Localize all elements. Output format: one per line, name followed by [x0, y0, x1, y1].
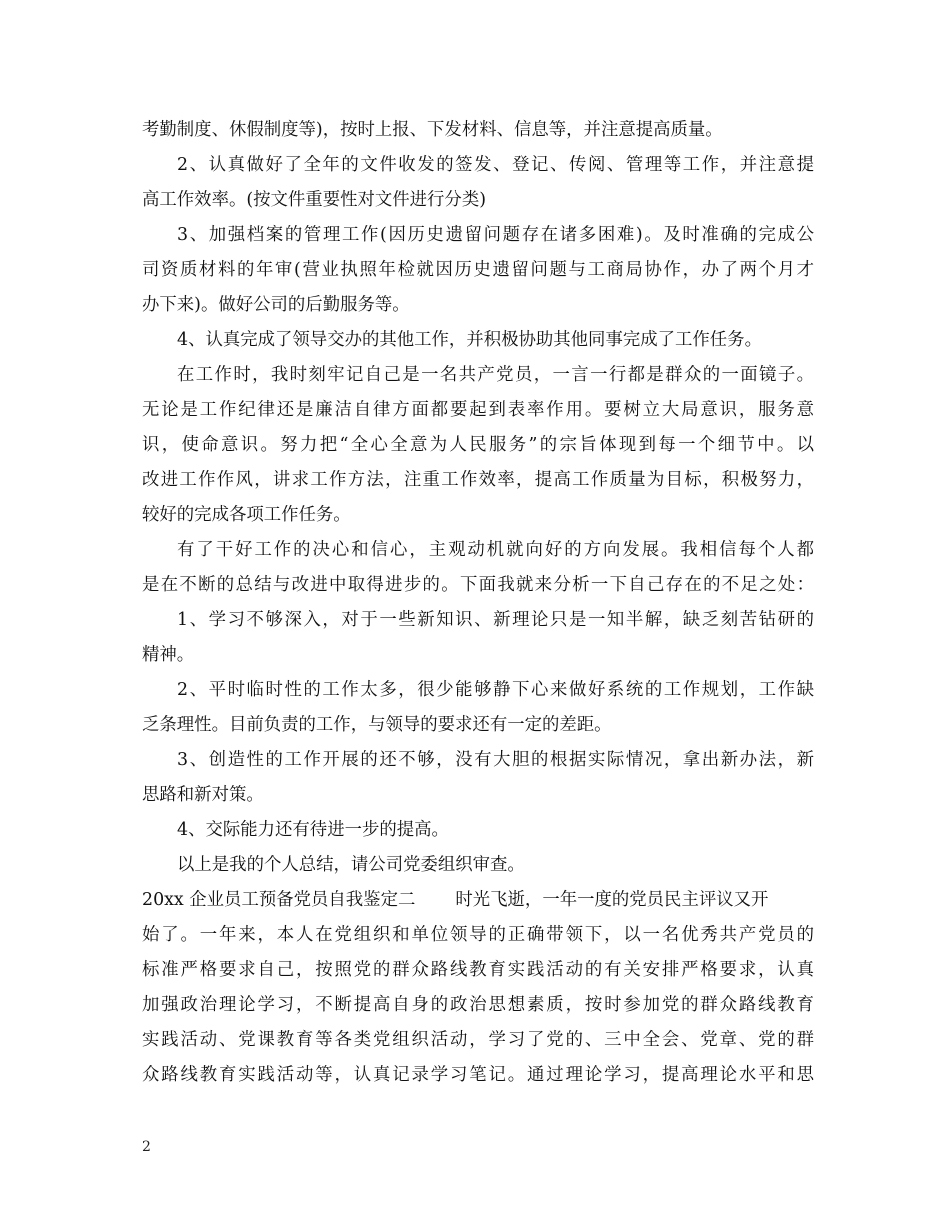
- text-line: 3、创造性的工作开展的还不够，没有大胆的根据实际情况，拿出新办法，新: [177, 750, 814, 770]
- text-line: 4、认真完成了领导交办的其他工作，并积极协助其他同事完成了工作任务。: [177, 330, 762, 350]
- text-line: 以上是我的个人总结，请公司党委组织审查。: [177, 855, 525, 875]
- text-line: 众路线教育实践活动等，认真记录学习笔记。通过理论学习，提高理论水平和思: [142, 1065, 814, 1085]
- text-line: 在工作时，我时刻牢记自己是一名共产党员，一言一行都是群众的一面镜子。: [177, 365, 814, 385]
- text-line: 是在不断的总结与改进中取得进步的。下面我就来分析一下自己存在的不足之处：: [142, 575, 814, 595]
- text-line: 标准严格要求自己，按照党的群众路线教育实践活动的有关安排严格要求，认真: [142, 960, 814, 980]
- text-line: 改进工作作风，讲求工作方法，注重工作效率，提高工作质量为目标，积极努力，: [142, 470, 814, 490]
- text-line: 识，使命意识。努力把“全心全意为人民服务”的宗旨体现到每一个细节中。以: [142, 435, 814, 455]
- paragraph-group-main: [142, 113, 814, 883]
- text-line: 加强政治理论学习，不断提高自身的政治思想素质，按时参加党的群众路线教育: [142, 995, 814, 1015]
- section-heading: 20xx 企业员工预备党员自我鉴定二: [142, 890, 416, 910]
- text-line: 始了。一年来，本人在党组织和单位领导的正确带领下，以一名优秀共产党员的: [142, 925, 814, 945]
- text-line: 1、学习不够深入，对于一些新知识、新理论只是一知半解，缺乏刻苦钻研的: [177, 610, 814, 630]
- text-line: 高工作效率。(按文件重要性对文件进行分类): [142, 190, 486, 210]
- text-line: 精神。: [142, 645, 195, 665]
- text-line: 4、交际能力还有待进一步的提高。: [177, 820, 449, 840]
- text-line: 司资质材料的年审(营业执照年检就因历史遗留问题与工商局协作，办了两个月才: [142, 260, 814, 280]
- text-line: 乏条理性。目前负责的工作，与领导的要求还有一定的差距。: [142, 715, 612, 735]
- text-line: 思路和新对策。: [142, 785, 264, 805]
- text-line: 2、认真做好了全年的文件收发的签发、登记、传阅、管理等工作，并注意提: [177, 155, 814, 175]
- text-line: 3、加强档案的管理工作(因历史遗留问题存在诸多困难)。及时准确的完成公: [177, 225, 814, 245]
- text-line: 无论是工作纪律还是廉洁自律方面都要起到表率作用。要树立大局意识，服务意: [142, 400, 814, 420]
- text-line: 2、平时临时性的工作太多，很少能够静下心来做好系统的工作规划，工作缺: [177, 680, 814, 700]
- page-number: 2: [142, 1139, 151, 1155]
- body-text: [142, 113, 814, 1093]
- section-first-line-text: 时光飞逝，一年一度的党员民主评议又开: [455, 890, 769, 910]
- text-line: 实践活动、党课教育等各类党组织活动，学习了党的、三中全会、党章、党的群: [142, 1030, 814, 1050]
- text-line: 考勤制度、休假制度等)，按时上报、下发材料、信息等，并注意提高质量。: [142, 120, 723, 140]
- text-line: 较好的完成各项工作任务。: [142, 505, 351, 525]
- section-heading-line: [142, 883, 814, 918]
- text-line: 有了干好工作的决心和信心，主观动机就向好的方向发展。我相信每个人都: [177, 540, 814, 560]
- paragraph-group-section: [142, 918, 814, 1093]
- text-line: 办下来)。做好公司的后勤服务等。: [142, 295, 410, 315]
